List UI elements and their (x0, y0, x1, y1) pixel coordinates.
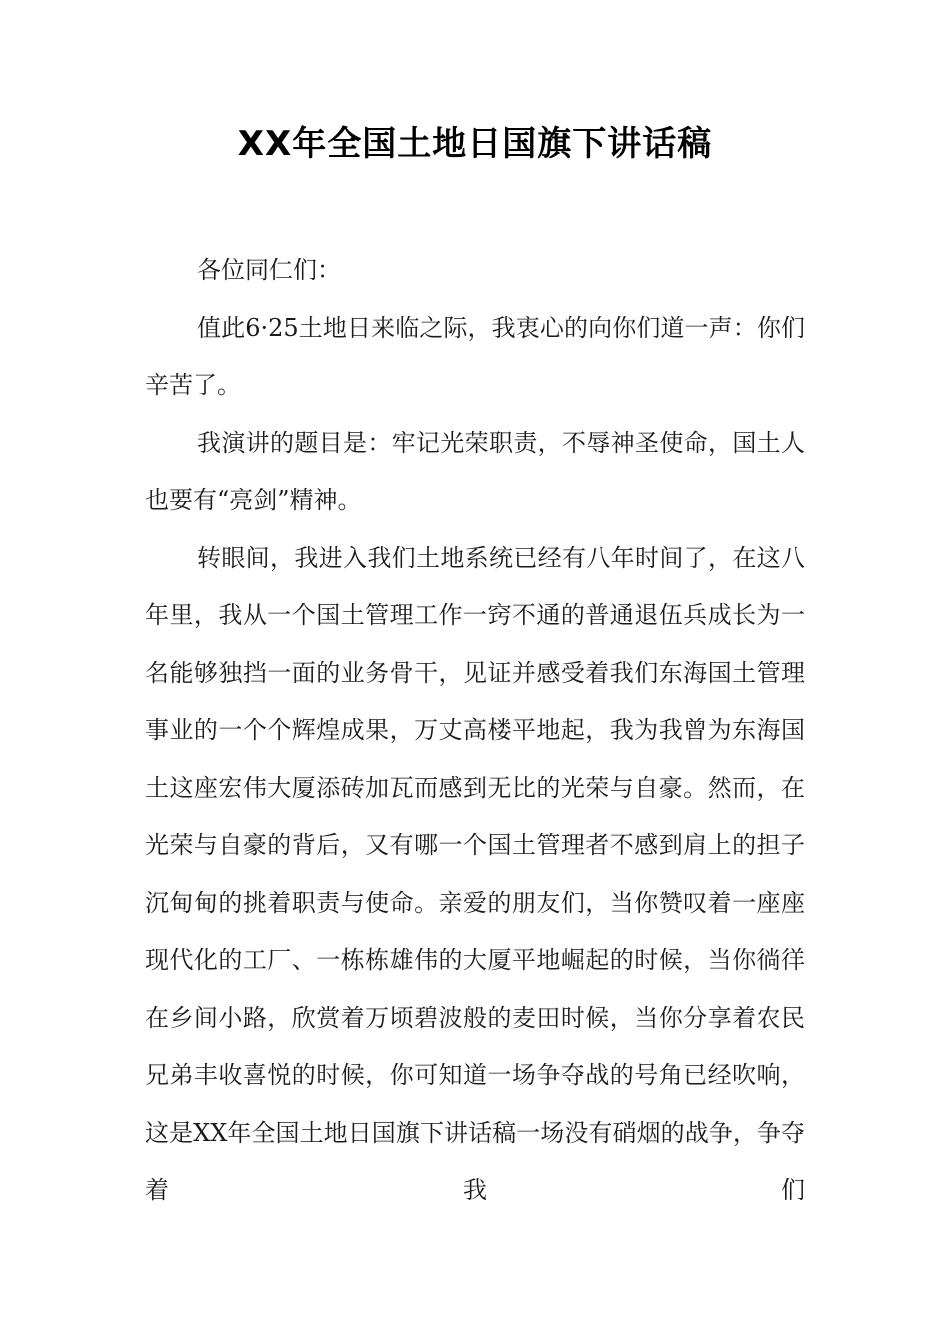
paragraph-topic: 我演讲的题目是：牢记光荣职责，不辱神圣使命，国土人也要有“亮剑”精神。 (145, 428, 805, 514)
paragraph-main: 转眼间，我进入我们土地系统已经有八年时间了，在这八年里，我从一个国土管理工作一窍不通的普通退伍兵成长为一名能够独挡一面的业务骨干，见证并感受着我们东海国土管理事业的一个个辉煌成果，万丈高楼平地起，我为我曾为东海国土这座宏伟大厦添砖加瓦而感到无比的光荣与自豪。然而，在光荣与自豪的背后，又有哪一个国土管理者不感到肩上的担子沉甸甸的挑着职责与使命。亲爱的朋友们，当你赞叹着一座座现代化的工厂、一栋栋雄伟的大厦平地崛起的时候，当你徜徉在乡间小路，欣赏着万顷碧波般的麦田时候，当你分享着农民兄弟丰收喜悦的时候，你可知道一场争夺战的号角已经吹响，这是XX年全国土地日国旗下讲话稿一场没有硝烟的战争，争夺着我们 (145, 543, 805, 1204)
paragraph-greeting: 各位同仁们： (197, 256, 341, 284)
paragraph-salute: 值此6·25土地日来临之际，我衷心的向你们道一声：你们辛苦了。 (145, 313, 805, 399)
document-body (145, 242, 805, 1220)
document-title: XX年全国土地日国旗下讲话稿 (237, 124, 713, 164)
